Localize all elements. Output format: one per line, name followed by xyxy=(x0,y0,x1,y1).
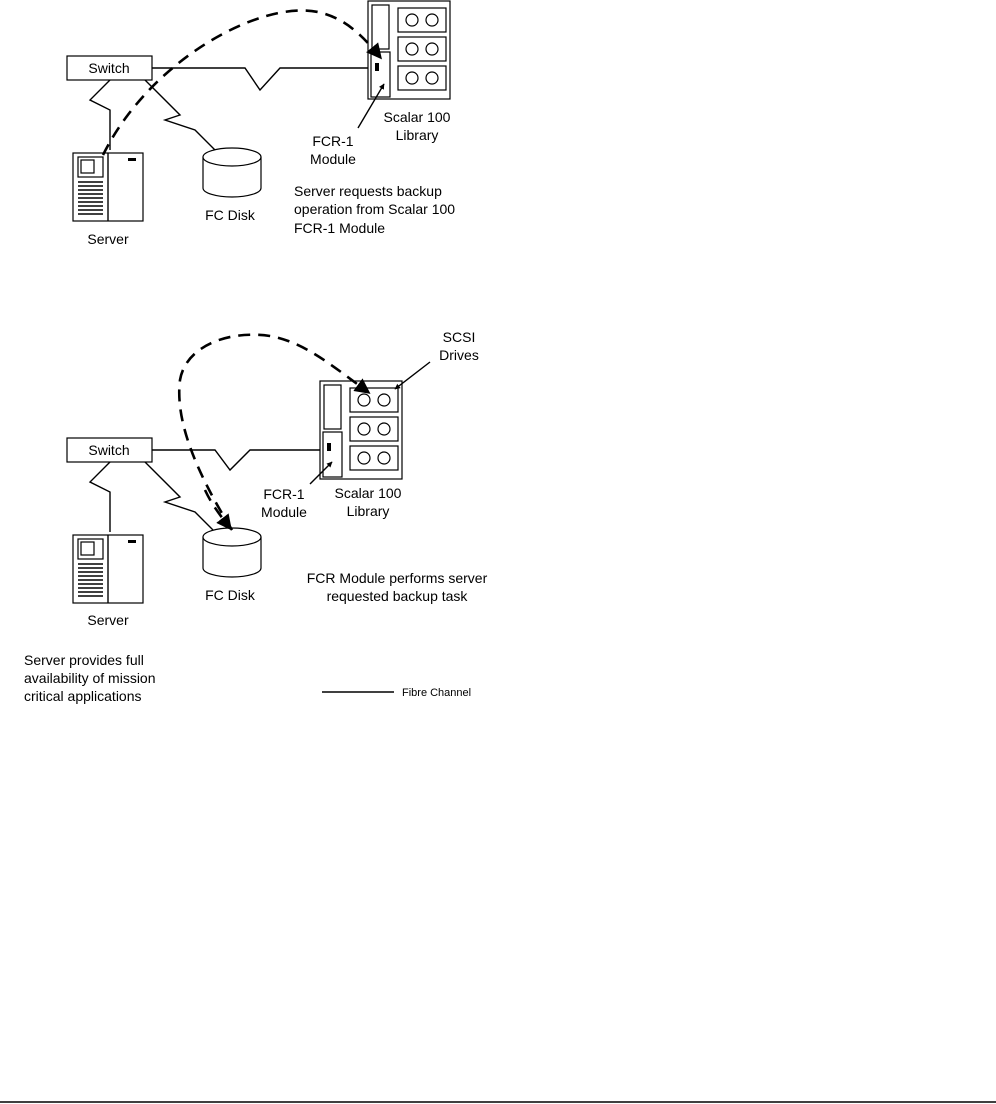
top-panel xyxy=(67,1,455,247)
drives-label: SCSI xyxy=(442,329,476,345)
library-label: Scalar 100 xyxy=(383,109,451,125)
server xyxy=(73,535,143,603)
scalar-library xyxy=(320,381,402,479)
scalar-library xyxy=(368,1,450,99)
library-label: Library xyxy=(395,127,439,143)
module-label: Module xyxy=(261,504,307,520)
note: availability of mission xyxy=(24,670,156,686)
caption: Server requests backup xyxy=(294,183,442,199)
caption: FCR Module performs server xyxy=(306,570,488,586)
server-label: Server xyxy=(87,231,129,247)
drives-pointer xyxy=(395,362,430,389)
bottom-panel xyxy=(24,329,488,704)
legend xyxy=(322,687,471,699)
tape-drive xyxy=(350,388,398,412)
disk-label: FC Disk xyxy=(205,207,255,223)
switch-label: Switch xyxy=(88,442,130,458)
fcr-module-slot xyxy=(323,432,342,477)
tape-drive xyxy=(398,37,446,61)
library-label: Library xyxy=(346,503,390,519)
fc-link-switch-server xyxy=(90,80,110,150)
fc-disk xyxy=(203,148,261,197)
drives-label: Drives xyxy=(439,347,479,363)
module-label: Module xyxy=(310,151,356,167)
caption: requested backup task xyxy=(326,588,468,604)
fc-link-switch-server xyxy=(90,462,110,532)
note: critical applications xyxy=(24,688,142,704)
tape-drive xyxy=(398,66,446,90)
switch xyxy=(67,438,152,462)
caption: operation from Scalar 100 xyxy=(294,201,456,217)
server xyxy=(73,153,143,221)
tape-drive xyxy=(398,8,446,32)
fc-link-switch-library xyxy=(152,450,325,470)
caption: FCR-1 Module xyxy=(294,220,386,236)
tape-drive xyxy=(350,417,398,441)
note: Server provides full xyxy=(24,652,144,668)
server-label: Server xyxy=(87,612,129,628)
disk-label: FC Disk xyxy=(205,587,255,603)
fc-link-switch-disk xyxy=(145,80,215,150)
fc-disk xyxy=(203,528,261,577)
switch-label: Switch xyxy=(88,60,130,76)
fc-link-switch-library xyxy=(152,68,375,90)
switch xyxy=(67,56,152,80)
tape-drive xyxy=(350,446,398,470)
module-label: FCR-1 xyxy=(263,486,305,502)
fc-link-switch-disk xyxy=(145,462,215,532)
legend-label: Fibre Channel xyxy=(402,687,472,699)
module-label: FCR-1 xyxy=(312,133,354,149)
library-label: Scalar 100 xyxy=(334,485,402,501)
